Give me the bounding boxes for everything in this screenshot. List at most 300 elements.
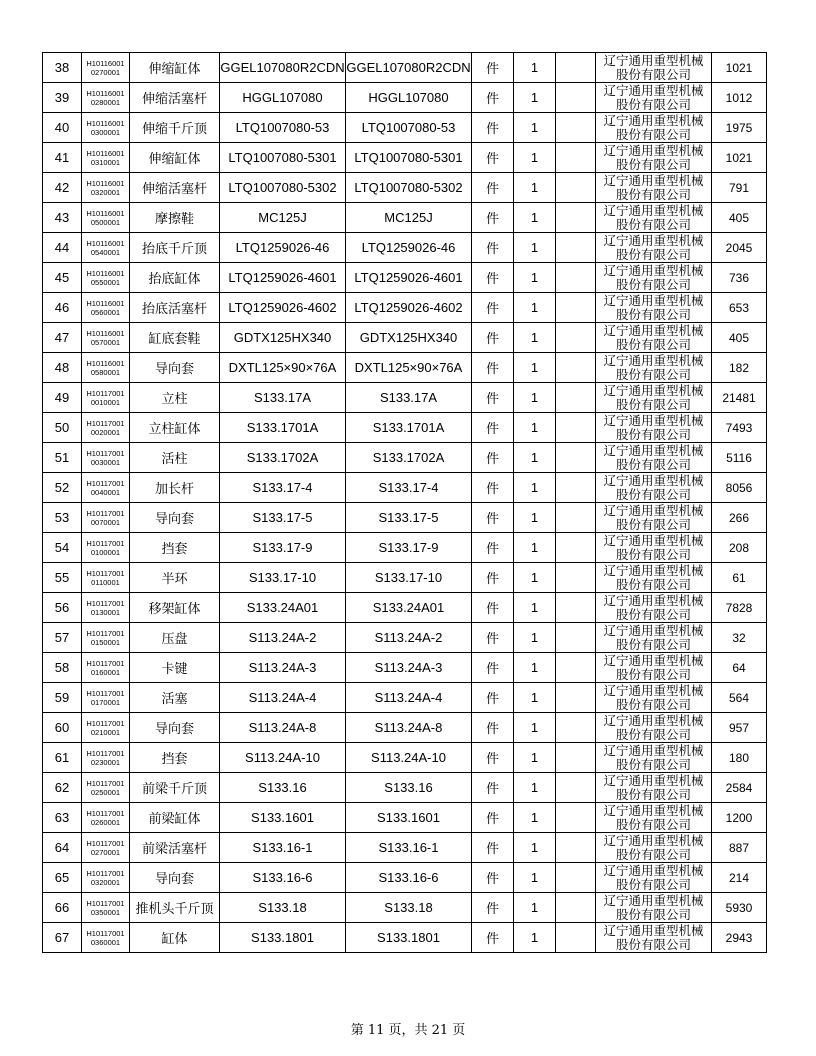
- model-number: LTQ1259026-4601: [220, 263, 346, 293]
- table-row: [43, 83, 767, 113]
- blank-cell: [556, 53, 596, 83]
- material-code: H10116001 0540001: [82, 233, 130, 263]
- manufacturer: 辽宁通用重型机械 股份有限公司: [596, 233, 712, 263]
- quantity: 1: [514, 623, 556, 653]
- blank-cell: [556, 293, 596, 323]
- part-name: 立柱: [130, 383, 220, 413]
- drawing-number: S133.18: [346, 893, 472, 923]
- table-row: [43, 443, 767, 473]
- drawing-number: S133.1702A: [346, 443, 472, 473]
- quantity: 1: [514, 173, 556, 203]
- unit: 件: [472, 203, 514, 233]
- quantity: 1: [514, 413, 556, 443]
- model-number: LTQ1259026-4602: [220, 293, 346, 323]
- drawing-number: S133.17A: [346, 383, 472, 413]
- price: 7828: [712, 593, 767, 623]
- part-name: 导向套: [130, 353, 220, 383]
- price: 791: [712, 173, 767, 203]
- table-row: [43, 563, 767, 593]
- manufacturer: 辽宁通用重型机械 股份有限公司: [596, 113, 712, 143]
- part-name: 移架缸体: [130, 593, 220, 623]
- part-name: 前梁缸体: [130, 803, 220, 833]
- drawing-number: GGEL107080R2CDN: [346, 53, 472, 83]
- drawing-number: HGGL107080: [346, 83, 472, 113]
- price: 564: [712, 683, 767, 713]
- price: 2943: [712, 923, 767, 953]
- model-number: GDTX125HX340: [220, 323, 346, 353]
- quantity: 1: [514, 443, 556, 473]
- drawing-number: S113.24A-3: [346, 653, 472, 683]
- quantity: 1: [514, 923, 556, 953]
- manufacturer: 辽宁通用重型机械 股份有限公司: [596, 593, 712, 623]
- table-row: [43, 503, 767, 533]
- price: 405: [712, 203, 767, 233]
- drawing-number: S133.1701A: [346, 413, 472, 443]
- unit: 件: [472, 353, 514, 383]
- blank-cell: [556, 623, 596, 653]
- table-row: [43, 743, 767, 773]
- manufacturer: 辽宁通用重型机械 股份有限公司: [596, 923, 712, 953]
- row-number: 56: [43, 593, 82, 623]
- unit: 件: [472, 833, 514, 863]
- unit: 件: [472, 443, 514, 473]
- blank-cell: [556, 113, 596, 143]
- manufacturer: 辽宁通用重型机械 股份有限公司: [596, 473, 712, 503]
- material-code: H10117001 0150001: [82, 623, 130, 653]
- part-name: 伸缩活塞杆: [130, 83, 220, 113]
- material-code: H10117001 0130001: [82, 593, 130, 623]
- material-code: H10117001 0230001: [82, 743, 130, 773]
- drawing-number: LTQ1007080-5301: [346, 143, 472, 173]
- manufacturer: 辽宁通用重型机械 股份有限公司: [596, 563, 712, 593]
- unit: 件: [472, 593, 514, 623]
- drawing-number: S113.24A-10: [346, 743, 472, 773]
- manufacturer: 辽宁通用重型机械 股份有限公司: [596, 173, 712, 203]
- material-code: H10117001 0010001: [82, 383, 130, 413]
- part-name: 压盘: [130, 623, 220, 653]
- blank-cell: [556, 323, 596, 353]
- row-number: 44: [43, 233, 82, 263]
- quantity: 1: [514, 713, 556, 743]
- blank-cell: [556, 683, 596, 713]
- quantity: 1: [514, 743, 556, 773]
- row-number: 65: [43, 863, 82, 893]
- price: 266: [712, 503, 767, 533]
- row-number: 64: [43, 833, 82, 863]
- part-name: 卡键: [130, 653, 220, 683]
- blank-cell: [556, 413, 596, 443]
- part-name: 活柱: [130, 443, 220, 473]
- manufacturer: 辽宁通用重型机械 股份有限公司: [596, 773, 712, 803]
- manufacturer: 辽宁通用重型机械 股份有限公司: [596, 143, 712, 173]
- price: 21481: [712, 383, 767, 413]
- price: 405: [712, 323, 767, 353]
- part-name: 抬底缸体: [130, 263, 220, 293]
- manufacturer: 辽宁通用重型机械 股份有限公司: [596, 653, 712, 683]
- row-number: 52: [43, 473, 82, 503]
- unit: 件: [472, 83, 514, 113]
- table-row: [43, 173, 767, 203]
- model-number: S133.17-5: [220, 503, 346, 533]
- quantity: 1: [514, 593, 556, 623]
- table-row: [43, 653, 767, 683]
- drawing-number: S133.17-10: [346, 563, 472, 593]
- part-name: 缸体: [130, 923, 220, 953]
- material-code: H10117001 0350001: [82, 893, 130, 923]
- unit: 件: [472, 683, 514, 713]
- row-number: 40: [43, 113, 82, 143]
- unit: 件: [472, 383, 514, 413]
- blank-cell: [556, 893, 596, 923]
- manufacturer: 辽宁通用重型机械 股份有限公司: [596, 893, 712, 923]
- model-number: S133.24A01: [220, 593, 346, 623]
- part-name: 缸底套鞋: [130, 323, 220, 353]
- model-number: S133.17A: [220, 383, 346, 413]
- quantity: 1: [514, 203, 556, 233]
- drawing-number: S133.1601: [346, 803, 472, 833]
- model-number: MC125J: [220, 203, 346, 233]
- quantity: 1: [514, 803, 556, 833]
- manufacturer: 辽宁通用重型机械 股份有限公司: [596, 833, 712, 863]
- material-code: H10116001 0580001: [82, 353, 130, 383]
- table-row: [43, 833, 767, 863]
- part-name: 抬底活塞杆: [130, 293, 220, 323]
- quantity: 1: [514, 293, 556, 323]
- drawing-number: S113.24A-8: [346, 713, 472, 743]
- manufacturer: 辽宁通用重型机械 股份有限公司: [596, 533, 712, 563]
- table-row: [43, 863, 767, 893]
- model-number: S133.17-9: [220, 533, 346, 563]
- model-number: S113.24A-3: [220, 653, 346, 683]
- unit: 件: [472, 143, 514, 173]
- unit: 件: [472, 713, 514, 743]
- model-number: S113.24A-10: [220, 743, 346, 773]
- part-name: 导向套: [130, 863, 220, 893]
- table-row: [43, 233, 767, 263]
- part-name: 活塞: [130, 683, 220, 713]
- manufacturer: 辽宁通用重型机械 股份有限公司: [596, 713, 712, 743]
- row-number: 47: [43, 323, 82, 353]
- model-number: S133.18: [220, 893, 346, 923]
- material-code: H10117001 0040001: [82, 473, 130, 503]
- model-number: GGEL107080R2CDN: [220, 53, 346, 83]
- price: 5116: [712, 443, 767, 473]
- drawing-number: S113.24A-2: [346, 623, 472, 653]
- part-name: 抬底千斤顶: [130, 233, 220, 263]
- row-number: 45: [43, 263, 82, 293]
- part-name: 挡套: [130, 533, 220, 563]
- table-row: [43, 683, 767, 713]
- material-code: H10116001 0570001: [82, 323, 130, 353]
- row-number: 42: [43, 173, 82, 203]
- row-number: 41: [43, 143, 82, 173]
- model-number: LTQ1007080-5301: [220, 143, 346, 173]
- material-code: H10117001 0320001: [82, 863, 130, 893]
- drawing-number: GDTX125HX340: [346, 323, 472, 353]
- price: 7493: [712, 413, 767, 443]
- drawing-number: MC125J: [346, 203, 472, 233]
- part-name: 半环: [130, 563, 220, 593]
- table-row: [43, 293, 767, 323]
- row-number: 59: [43, 683, 82, 713]
- unit: 件: [472, 323, 514, 353]
- blank-cell: [556, 593, 596, 623]
- model-number: S133.16: [220, 773, 346, 803]
- part-name: 导向套: [130, 503, 220, 533]
- blank-cell: [556, 653, 596, 683]
- material-code: H10117001 0360001: [82, 923, 130, 953]
- unit: 件: [472, 473, 514, 503]
- model-number: S113.24A-8: [220, 713, 346, 743]
- table-row: [43, 353, 767, 383]
- price: 1012: [712, 83, 767, 113]
- blank-cell: [556, 803, 596, 833]
- quantity: 1: [514, 893, 556, 923]
- quantity: 1: [514, 503, 556, 533]
- row-number: 38: [43, 53, 82, 83]
- quantity: 1: [514, 773, 556, 803]
- price: 1975: [712, 113, 767, 143]
- price: 64: [712, 653, 767, 683]
- unit: 件: [472, 893, 514, 923]
- row-number: 49: [43, 383, 82, 413]
- page-footer: 第 11 页，共 21 页: [350, 1023, 466, 1038]
- manufacturer: 辽宁通用重型机械 股份有限公司: [596, 203, 712, 233]
- blank-cell: [556, 383, 596, 413]
- price: 8056: [712, 473, 767, 503]
- material-code: H10116001 0550001: [82, 263, 130, 293]
- table-row: [43, 533, 767, 563]
- model-number: LTQ1007080-53: [220, 113, 346, 143]
- price: 5930: [712, 893, 767, 923]
- table-row: [43, 383, 767, 413]
- parts-table: [42, 52, 767, 953]
- row-number: 63: [43, 803, 82, 833]
- manufacturer: 辽宁通用重型机械 股份有限公司: [596, 443, 712, 473]
- material-code: H10117001 0170001: [82, 683, 130, 713]
- blank-cell: [556, 863, 596, 893]
- blank-cell: [556, 503, 596, 533]
- table-row: [43, 203, 767, 233]
- row-number: 51: [43, 443, 82, 473]
- part-name: 挡套: [130, 743, 220, 773]
- quantity: 1: [514, 323, 556, 353]
- manufacturer: 辽宁通用重型机械 股份有限公司: [596, 863, 712, 893]
- model-number: S133.1601: [220, 803, 346, 833]
- row-number: 43: [43, 203, 82, 233]
- part-name: 加长杆: [130, 473, 220, 503]
- material-code: H10116001 0270001: [82, 53, 130, 83]
- quantity: 1: [514, 683, 556, 713]
- manufacturer: 辽宁通用重型机械 股份有限公司: [596, 503, 712, 533]
- price: 1200: [712, 803, 767, 833]
- material-code: H10117001 0020001: [82, 413, 130, 443]
- manufacturer: 辽宁通用重型机械 股份有限公司: [596, 323, 712, 353]
- unit: 件: [472, 803, 514, 833]
- drawing-number: S113.24A-4: [346, 683, 472, 713]
- drawing-number: S133.16-1: [346, 833, 472, 863]
- quantity: 1: [514, 533, 556, 563]
- model-number: DXTL125×90×76A: [220, 353, 346, 383]
- model-number: S133.1701A: [220, 413, 346, 443]
- part-name: 导向套: [130, 713, 220, 743]
- part-name: 伸缩缸体: [130, 53, 220, 83]
- price: 182: [712, 353, 767, 383]
- manufacturer: 辽宁通用重型机械 股份有限公司: [596, 623, 712, 653]
- model-number: LTQ1007080-5302: [220, 173, 346, 203]
- row-number: 62: [43, 773, 82, 803]
- unit: 件: [472, 53, 514, 83]
- blank-cell: [556, 83, 596, 113]
- quantity: 1: [514, 653, 556, 683]
- quantity: 1: [514, 233, 556, 263]
- quantity: 1: [514, 83, 556, 113]
- part-name: 前梁活塞杆: [130, 833, 220, 863]
- blank-cell: [556, 143, 596, 173]
- blank-cell: [556, 203, 596, 233]
- price: 32: [712, 623, 767, 653]
- drawing-number: LTQ1259026-46: [346, 233, 472, 263]
- unit: 件: [472, 503, 514, 533]
- price: 1021: [712, 143, 767, 173]
- blank-cell: [556, 713, 596, 743]
- drawing-number: S133.17-5: [346, 503, 472, 533]
- material-code: H10116001 0320001: [82, 173, 130, 203]
- table-row: [43, 413, 767, 443]
- blank-cell: [556, 833, 596, 863]
- price: 1021: [712, 53, 767, 83]
- price: 61: [712, 563, 767, 593]
- material-code: H10117001 0270001: [82, 833, 130, 863]
- row-number: 61: [43, 743, 82, 773]
- unit: 件: [472, 263, 514, 293]
- row-number: 58: [43, 653, 82, 683]
- price: 208: [712, 533, 767, 563]
- model-number: S133.16-1: [220, 833, 346, 863]
- table-row: [43, 143, 767, 173]
- quantity: 1: [514, 263, 556, 293]
- material-code: H10117001 0210001: [82, 713, 130, 743]
- table-row: [43, 593, 767, 623]
- unit: 件: [472, 653, 514, 683]
- quantity: 1: [514, 143, 556, 173]
- row-number: 48: [43, 353, 82, 383]
- price: 2584: [712, 773, 767, 803]
- unit: 件: [472, 863, 514, 893]
- row-number: 53: [43, 503, 82, 533]
- row-number: 54: [43, 533, 82, 563]
- price: 214: [712, 863, 767, 893]
- material-code: H10116001 0560001: [82, 293, 130, 323]
- blank-cell: [556, 443, 596, 473]
- price: 887: [712, 833, 767, 863]
- part-name: 伸缩活塞杆: [130, 173, 220, 203]
- model-number: S133.1702A: [220, 443, 346, 473]
- blank-cell: [556, 533, 596, 563]
- unit: 件: [472, 533, 514, 563]
- part-name: 摩擦鞋: [130, 203, 220, 233]
- drawing-number: LTQ1007080-5302: [346, 173, 472, 203]
- blank-cell: [556, 233, 596, 263]
- table-row: [43, 923, 767, 953]
- quantity: 1: [514, 473, 556, 503]
- table-row: [43, 323, 767, 353]
- quantity: 1: [514, 833, 556, 863]
- drawing-number: LTQ1259026-4602: [346, 293, 472, 323]
- blank-cell: [556, 473, 596, 503]
- material-code: H10117001 0160001: [82, 653, 130, 683]
- blank-cell: [556, 743, 596, 773]
- unit: 件: [472, 743, 514, 773]
- model-number: S133.1801: [220, 923, 346, 953]
- quantity: 1: [514, 563, 556, 593]
- row-number: 55: [43, 563, 82, 593]
- unit: 件: [472, 773, 514, 803]
- manufacturer: 辽宁通用重型机械 股份有限公司: [596, 743, 712, 773]
- drawing-number: S133.17-4: [346, 473, 472, 503]
- row-number: 46: [43, 293, 82, 323]
- table-row: [43, 773, 767, 803]
- price: 957: [712, 713, 767, 743]
- drawing-number: S133.24A01: [346, 593, 472, 623]
- model-number: S113.24A-4: [220, 683, 346, 713]
- material-code: H10116001 0280001: [82, 83, 130, 113]
- manufacturer: 辽宁通用重型机械 股份有限公司: [596, 413, 712, 443]
- table-row: [43, 713, 767, 743]
- unit: 件: [472, 923, 514, 953]
- drawing-number: S133.16-6: [346, 863, 472, 893]
- manufacturer: 辽宁通用重型机械 股份有限公司: [596, 293, 712, 323]
- material-code: H10117001 0110001: [82, 563, 130, 593]
- price: 2045: [712, 233, 767, 263]
- row-number: 66: [43, 893, 82, 923]
- part-name: 伸缩千斤顶: [130, 113, 220, 143]
- quantity: 1: [514, 863, 556, 893]
- table-row: [43, 263, 767, 293]
- drawing-number: LTQ1007080-53: [346, 113, 472, 143]
- quantity: 1: [514, 353, 556, 383]
- manufacturer: 辽宁通用重型机械 股份有限公司: [596, 53, 712, 83]
- unit: 件: [472, 623, 514, 653]
- blank-cell: [556, 773, 596, 803]
- quantity: 1: [514, 113, 556, 143]
- manufacturer: 辽宁通用重型机械 股份有限公司: [596, 683, 712, 713]
- table-row: [43, 113, 767, 143]
- blank-cell: [556, 263, 596, 293]
- unit: 件: [472, 413, 514, 443]
- table-row: [43, 893, 767, 923]
- material-code: H10117001 0260001: [82, 803, 130, 833]
- manufacturer: 辽宁通用重型机械 股份有限公司: [596, 263, 712, 293]
- drawing-number: S133.17-9: [346, 533, 472, 563]
- model-number: S133.17-10: [220, 563, 346, 593]
- unit: 件: [472, 233, 514, 263]
- parts-table-body: [43, 53, 767, 953]
- blank-cell: [556, 923, 596, 953]
- unit: 件: [472, 113, 514, 143]
- material-code: H10116001 0300001: [82, 113, 130, 143]
- row-number: 60: [43, 713, 82, 743]
- model-number: S133.17-4: [220, 473, 346, 503]
- price: 736: [712, 263, 767, 293]
- manufacturer: 辽宁通用重型机械 股份有限公司: [596, 353, 712, 383]
- table-row: [43, 623, 767, 653]
- row-number: 39: [43, 83, 82, 113]
- drawing-number: LTQ1259026-4601: [346, 263, 472, 293]
- drawing-number: S133.1801: [346, 923, 472, 953]
- model-number: HGGL107080: [220, 83, 346, 113]
- table-row: [43, 473, 767, 503]
